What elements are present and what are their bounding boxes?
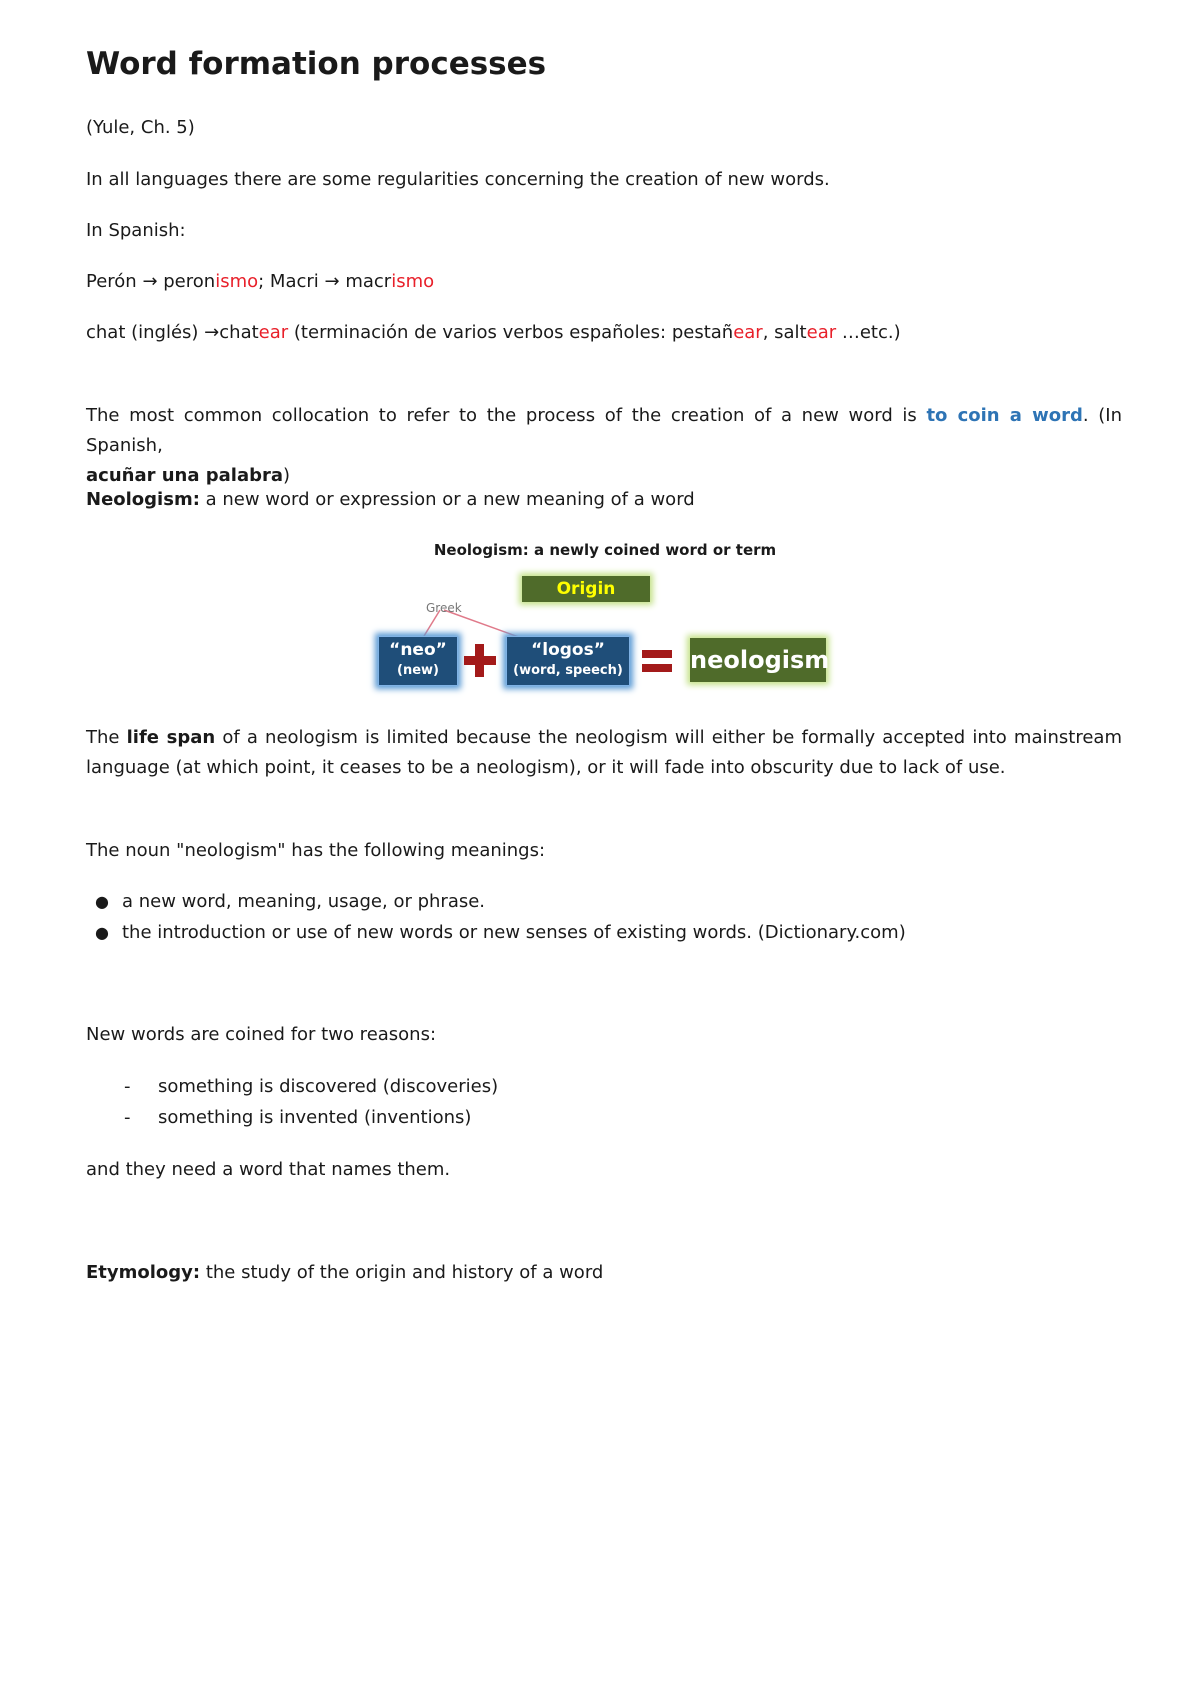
- etymology-definition: Etymology: the study of the origin and history of a word: [86, 1262, 604, 1283]
- dash-icon: -: [124, 1107, 131, 1128]
- bullet-icon: ●: [95, 892, 109, 911]
- greek-label: Greek: [426, 601, 462, 615]
- acunar-phrase: acuñar una palabra: [86, 465, 284, 486]
- coin-a-word-phrase: to coin a word: [926, 405, 1083, 426]
- source-citation: (Yule, Ch. 5): [86, 117, 195, 138]
- diagram-title: Neologism: a newly coined word or term: [433, 541, 777, 559]
- bullet-icon: ●: [95, 923, 109, 942]
- neo-box: “neo” (new): [378, 636, 458, 686]
- reason-item: something is invented (inventions): [158, 1107, 472, 1128]
- neologism-definition: Neologism: a new word or expression or a new meaning of a word: [86, 489, 695, 510]
- neologism-result-box: neologism: [690, 638, 826, 682]
- dash-icon: -: [124, 1076, 131, 1097]
- arrow-icon: →: [324, 271, 340, 292]
- reasons-intro: New words are coined for two reasons:: [86, 1024, 437, 1045]
- equals-icon: [642, 650, 672, 658]
- meaning-item: a new word, meaning, usage, or phrase.: [122, 891, 486, 912]
- collocation-paragraph: The most common collocation to refer to the process of the creation of a new word is to coin a word. (In Spanish, acuñar una palabra): [86, 405, 1123, 486]
- arrow-icon: →: [142, 271, 158, 292]
- example-chatear: chat (inglés) →chatear (terminación de varios verbos españoles: pestañear, saltear …etc.): [86, 322, 901, 343]
- in-spanish-label: In Spanish:: [86, 220, 186, 241]
- plus-icon-vertical: [475, 644, 484, 677]
- page-title: Word formation processes: [86, 46, 547, 82]
- intro-paragraph: In all languages there are some regularities concerning the creation of new words.: [86, 169, 830, 190]
- reasons-outro: and they need a word that names them.: [86, 1159, 451, 1180]
- equals-icon-lower: [642, 664, 672, 672]
- reason-item: something is discovered (discoveries): [158, 1076, 499, 1097]
- logos-box: “logos” (word, speech): [506, 636, 630, 686]
- meaning-item: the introduction or use of new words or new senses of existing words. (Dictionary.com): [122, 922, 906, 943]
- meanings-intro: The noun "neologism" has the following meanings:: [86, 840, 546, 861]
- life-span-paragraph: The life span of a neologism is limited because the neologism will either be formally accepted into mainstream language (at which point, it ceases to be a neologism), or it will fade into obscurity due to lack of use.: [86, 727, 1122, 778]
- neologism-diagram: [370, 540, 840, 700]
- origin-box: Origin: [522, 576, 650, 602]
- example-peronismo: Perón → peronismo; Macri → macrismo: [86, 271, 435, 292]
- arrow-icon: →: [204, 322, 220, 343]
